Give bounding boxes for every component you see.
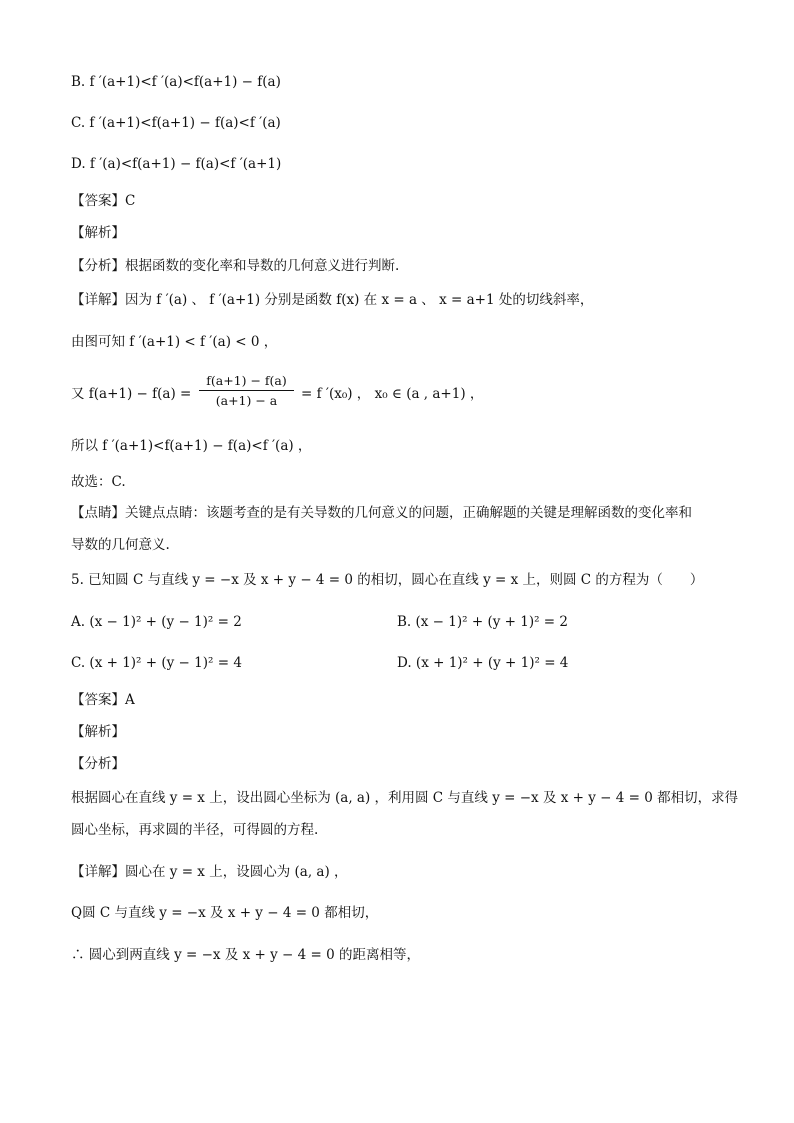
q5-xiangjie-line-2: Q圆 C 与直线 y = −x 及 x + y − 4 = 0 都相切， — [71, 905, 379, 921]
q4-figure-observation: 由图可知 f ′(a+1) < f ′(a) < 0 ， — [71, 334, 278, 350]
q5-options-row-2 — [71, 653, 744, 673]
q5-option-b: B. (x − 1)² + (y + 1)² = 2 — [397, 614, 568, 630]
q4-analysis-xiangjie: 【详解】因为 f ′(a) 、 f ′(a+1) 分别是函数 f(x) 在 x = a 、 x = a+1 处的切线斜率， — [71, 292, 594, 308]
q5-xiangjie-line-1: 【详解】圆心在 y = x 上，设圆心为 (a, a) ， — [71, 864, 348, 880]
q5-stem: 5. 已知圆 C 与直线 y = −x 及 x + y − 4 = 0 的相切，圆心在直线 y = x 上，则圆 C 的方程为（ ） — [71, 572, 704, 588]
q4-answer: 【答案】C — [71, 193, 136, 209]
fraction-denominator: (a+1) − a — [215, 393, 278, 408]
q5-xiangjie-line-3: ∴ 圆心到两直线 y = −x 及 x + y − 4 = 0 的距离相等， — [71, 947, 421, 963]
q5-fenxi-body: 根据圆心在直线 y = x 上，设出圆心坐标为 (a, a) ，利用圆 C 与直线 y = −x 及 x + y − 4 = 0 都相切，求得圆心坐标，再求圆的半径，可得圆的方程. — [71, 790, 739, 838]
q4-mean-value-suffix: = f ′(x₀) ， x₀ ∈ (a , a+1) ， — [301, 386, 484, 402]
q5-option-c: C. (x + 1)² + (y − 1)² = 4 — [71, 655, 242, 671]
q5-option-d: D. (x + 1)² + (y + 1)² = 4 — [397, 655, 569, 671]
q5-analysis-heading: 【解析】 — [71, 724, 125, 740]
q4-choice: 故选：C. — [71, 474, 126, 490]
q4-mean-value-line — [71, 372, 744, 416]
fraction-numerator: f(a+1) − f(a) — [199, 372, 294, 391]
q4-analysis-heading: 【解析】 — [71, 225, 125, 241]
q4-option-c: C. f ′(a+1)<f(a+1) − f(a)<f ′(a) — [71, 115, 281, 131]
q4-mean-value-prefix: 又 f(a+1) − f(a) = — [71, 386, 192, 402]
q5-option-a: A. (x − 1)² + (y − 1)² = 2 — [71, 614, 242, 630]
q4-option-b: B. f ′(a+1)<f ′(a)<f(a+1) − f(a) — [71, 74, 281, 90]
q4-dianjing-line-2: 导数的几何意义. — [71, 537, 170, 553]
q4-option-d: D. f ′(a)<f(a+1) − f(a)<f ′(a+1) — [71, 156, 282, 172]
fraction — [199, 372, 294, 411]
q4-conclusion: 所以 f ′(a+1)<f(a+1) − f(a)<f ′(a) ， — [71, 438, 312, 454]
q4-analysis-fenxi: 【分析】根据函数的变化率和导数的几何意义进行判断. — [71, 258, 400, 274]
q5-fenxi-heading: 【分析】 — [71, 756, 125, 772]
q5-answer: 【答案】A — [71, 692, 135, 708]
q4-dianjing-line-1: 【点睛】关键点点睛：该题考查的是有关导数的几何意义的问题，正确解题的关键是理解函数的变化率和 — [71, 505, 692, 521]
q5-options-row-1 — [71, 612, 744, 632]
